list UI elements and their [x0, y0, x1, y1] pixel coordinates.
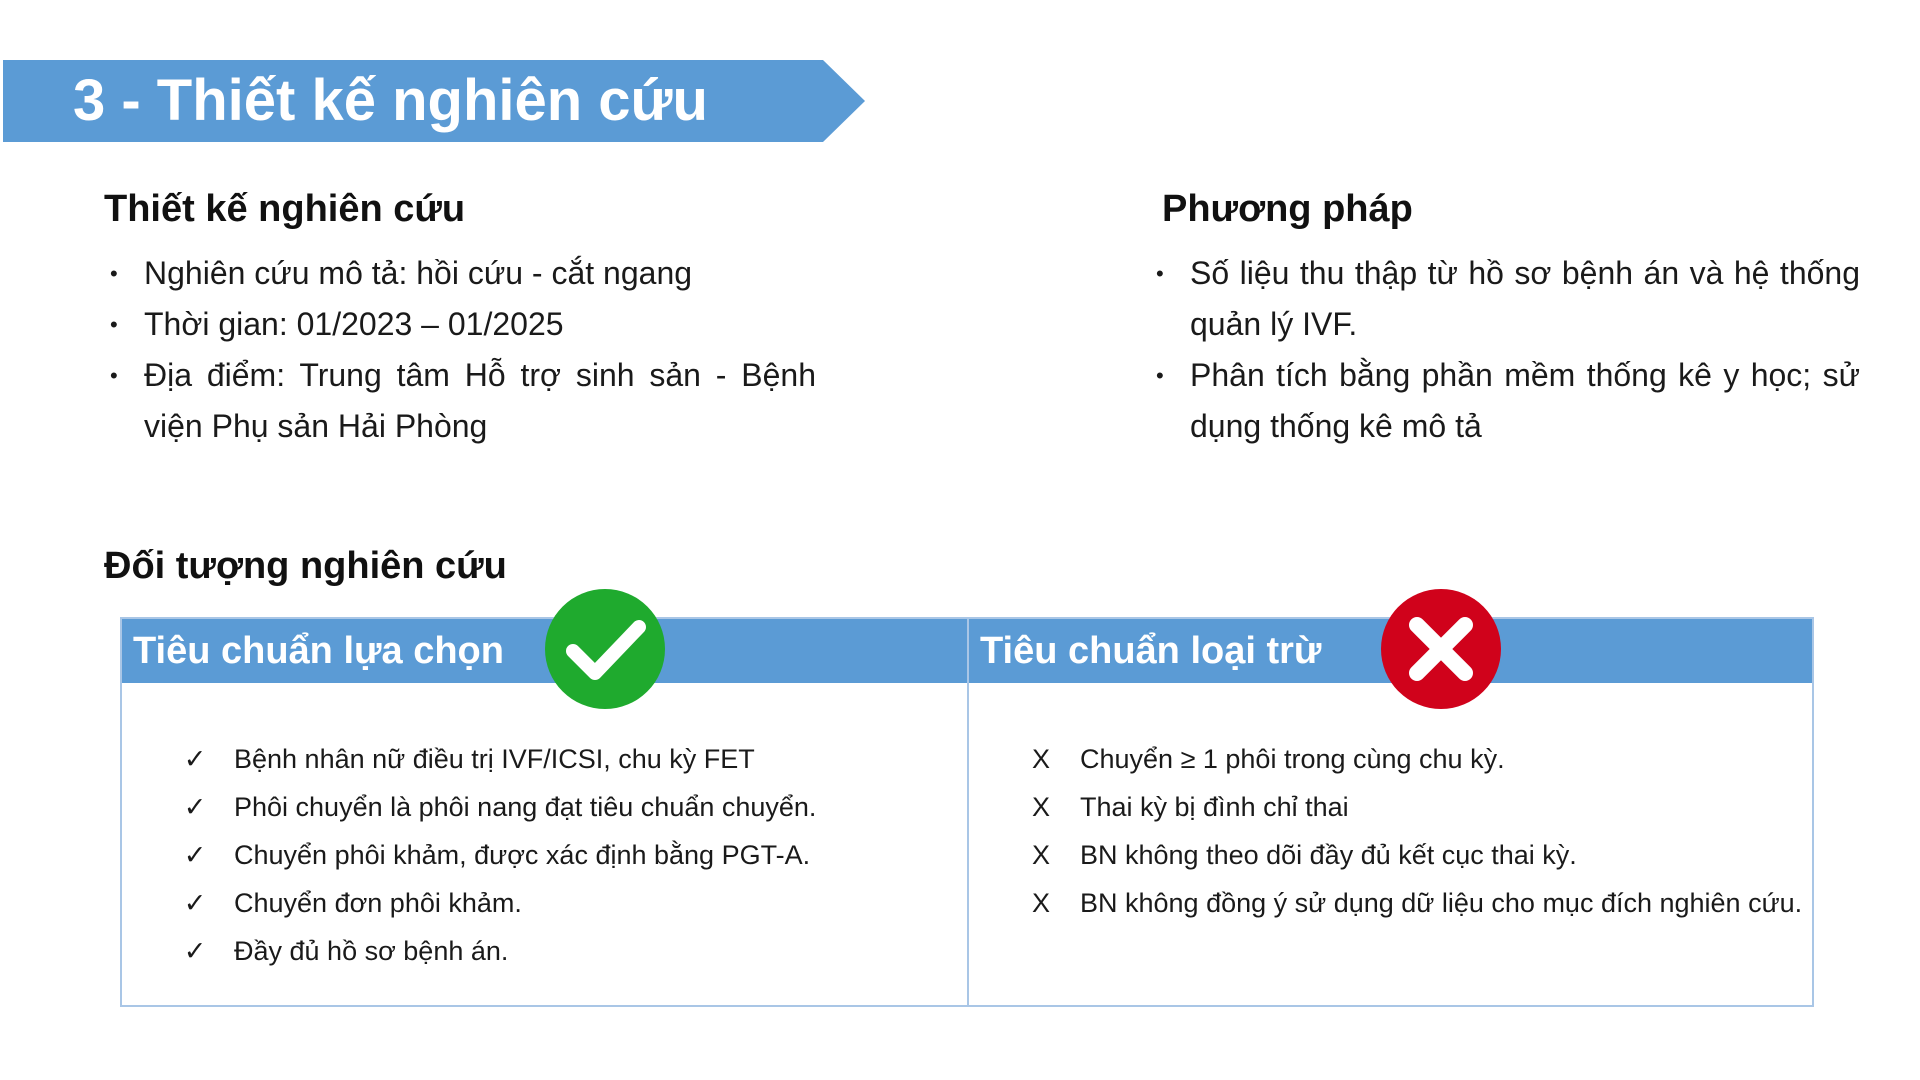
design-item: • Địa điểm: Trung tâm Hỗ trợ sinh sản - Bệnh viện Phụ sản Hải Phòng	[104, 350, 816, 452]
subjects-heading: Đối tượng nghiên cứu	[104, 545, 507, 587]
x-mark-icon: X	[1031, 888, 1050, 918]
method-item: • Phân tích bằng phần mềm thống kê y học; sử dụng thống kê mô tả	[1150, 350, 1860, 452]
x-mark-icon: X	[1031, 744, 1050, 774]
bullet-icon: •	[110, 363, 118, 388]
title-banner	[3, 60, 865, 142]
design-item: • Thời gian: 01/2023 – 01/2025	[104, 299, 816, 350]
design-item: • Nghiên cứu mô tả: hồi cứu - cắt ngang	[104, 248, 816, 299]
checkmark-icon: ✓	[183, 888, 207, 918]
checkmark-icon: ✓	[183, 936, 207, 966]
bullet-icon: •	[1156, 363, 1164, 388]
exclusion-title: Tiêu chuẩn loại trừ	[980, 630, 1322, 672]
x-mark-icon: X	[1031, 840, 1050, 870]
inclusion-item: ✓ Chuyển đơn phôi khảm.	[180, 879, 816, 927]
inclusion-item: ✓ Đầy đủ hồ sơ bệnh án.	[180, 927, 816, 975]
design-heading: Thiết kế nghiên cứu	[104, 188, 466, 230]
red-x-icon	[1381, 589, 1501, 709]
checkmark-icon: ✓	[183, 840, 207, 870]
inclusion-item: ✓ Chuyển phôi khảm, được xác định bằng PGT-A.	[180, 831, 816, 879]
checkmark-icon: ✓	[183, 792, 207, 822]
checkmark-icon: ✓	[183, 744, 207, 774]
bullet-icon: •	[1156, 261, 1164, 286]
exclusion-item: X BN không đồng ý sử dụng dữ liệu cho mục đích nghiên cứu.	[1026, 879, 1802, 927]
method-heading: Phương pháp	[1162, 188, 1413, 230]
inclusion-title: Tiêu chuẩn lựa chọn	[133, 630, 504, 672]
inclusion-list	[180, 735, 816, 975]
exclusion-item: X BN không theo dõi đầy đủ kết cục thai kỳ.	[1026, 831, 1802, 879]
x-mark-icon: X	[1031, 792, 1050, 822]
exclusion-list	[1026, 735, 1802, 927]
criteria-table	[120, 617, 1814, 1007]
bullet-icon: •	[110, 312, 118, 337]
green-check-icon	[545, 589, 665, 709]
column-divider	[967, 619, 969, 1005]
inclusion-item: ✓ Phôi chuyển là phôi nang đạt tiêu chuẩn chuyển.	[180, 783, 816, 831]
inclusion-item: ✓ Bệnh nhân nữ điều trị IVF/ICSI, chu kỳ FET	[180, 735, 816, 783]
method-list	[1150, 248, 1860, 452]
method-item: • Số liệu thu thập từ hồ sơ bệnh án và hệ thống quản lý IVF.	[1150, 248, 1860, 350]
design-list	[104, 248, 816, 452]
page-title: 3 - Thiết kế nghiên cứu	[73, 68, 708, 133]
exclusion-item: X Chuyển ≥ 1 phôi trong cùng chu kỳ.	[1026, 735, 1802, 783]
exclusion-item: X Thai kỳ bị đình chỉ thai	[1026, 783, 1802, 831]
bullet-icon: •	[110, 261, 118, 286]
